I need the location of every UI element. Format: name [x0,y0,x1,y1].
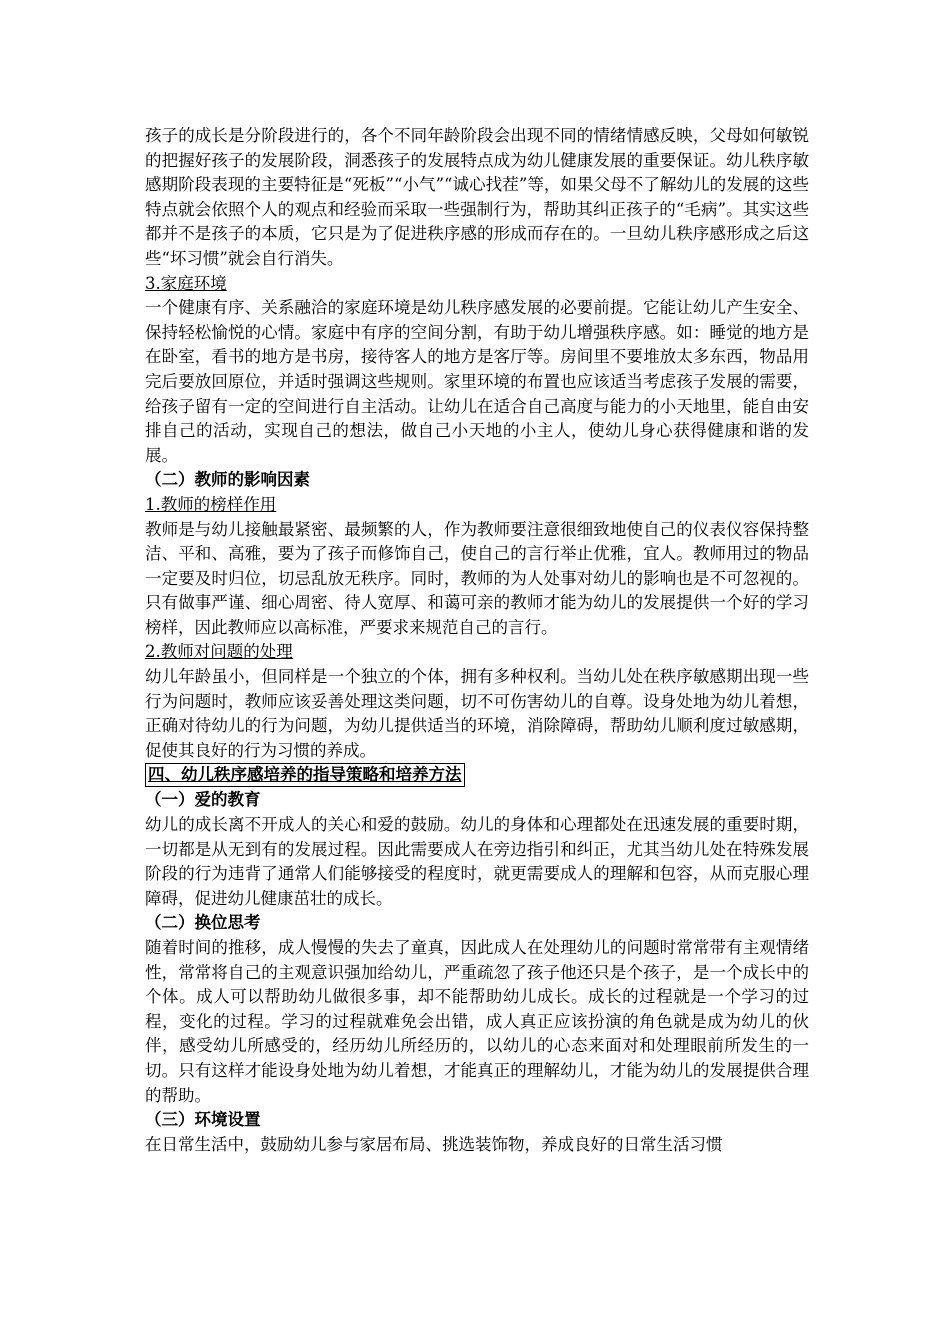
heading-family-environment: 3.家庭环境 [145,273,227,293]
heading-teacher-role-model: 1.教师的榜样作用 [145,494,277,514]
heading-teacher-factors: （二）教师的影响因素 [145,470,310,490]
paragraph-teacher-problem-handling: 幼儿年龄虽小，但同样是一个独立的个体，拥有多种权利。当幼儿处在秩序敏感期出现一些行为问题时，教师应该妥善处理这类问题，切不可伤害幼儿的自尊。设身处地为幼儿着想，正确对待幼儿的行为问题，为幼儿提供适当的环境，消除障碍，帮助幼儿顺利度过敏感期，促使其良好的行为习惯的养成。 [145,667,809,760]
heading-empathy: （二）换位思考 [145,913,261,933]
paragraph-love-education: 幼儿的成长离不开成人的关心和爱的鼓励。幼儿的身体和心理都处在迅速发展的重要时期，一切都是从无到有的发展过程。因此需要成人在旁边指引和纠正，尤其当幼儿处在特殊发展阶段的行为违背了通常人们能够接受的程度时，就更需要成人的理解和包容，从而克服心理障碍，促进幼儿健康茁壮的成长。 [145,815,809,908]
paragraph-empathy: 随着时间的推移，成人慢慢的失去了童真，因此成人在处理幼儿的问题时常常带有主观情绪性，常常将自己的主观意识强加给幼儿，严重疏忽了孩子他还只是个孩子，是一个成长中的个体。成人可以帮助幼儿做很多事，却不能帮助幼儿成长。成长的过程就是一个学习的过程，变化的过程。学习的过程就难免会出错，成人真正应该扮演的角色就是成为幼儿的伙伴，感受幼儿所感受的，经历幼儿所经历的，以幼儿的心态来面对和处理眼前所发生的一切。只有这样才能设身处地为幼儿着想，才能真正的理解幼儿，才能为幼儿的发展提供合理的帮助。 [145,938,809,1105]
paragraph-family-environment: 一个健康有序、关系融洽的家庭环境是幼儿秩序感发展的必要前提。它能让幼儿产生安全、保持轻松愉悦的心情。家庭中有序的空间分割，有助于幼儿增强秩序感。如：睡觉的地方是在卧室，看书的地方是书房，接待客人的地方是客厅等。房间里不要堆放太多东西，物品用完后要放回原位，并适时强调这些规则。家里环境的布置也应该适当考虑孩子发展的需要，给孩子留有一定的空间进行自主活动。让幼儿在适合自己高度与能力的小天地里，能自由安排自己的活动，实现自己的想法，做自己小天地的小主人，使幼儿身心获得健康和谐的发展。 [145,298,809,465]
paragraph-growth-stages: 孩子的成长是分阶段进行的，各个不同年龄阶段会出现不同的情绪情感反映，父母如何敏锐的把握好孩子的发展阶段，洞悉孩子的发展特点成为幼儿健康发展的重要保证。幼儿秩序敏感期阶段表现的主要特征是“死板”“小气”“诚心找茬”等，如果父母不了解幼儿的发展的这些特点就会依照个人的观点和经验而采取一些强制行为，帮助其纠正孩子的“毛病”。其实这些都并不是孩子的本质，它只是为了促进秩序感的形成而存在的。一旦幼儿秩序感形成之后这些“坏习惯”就会自行消失。 [145,126,809,268]
heading-environment-setup: （三）环境设置 [145,1110,261,1130]
paragraph-environment-setup: 在日常生活中，鼓励幼儿参与家居布局、挑选装饰物，养成良好的日常生活习惯 [145,1134,723,1154]
heading-love-education: （一）爱的教育 [145,790,261,810]
document-page [145,124,809,1157]
heading-section-four: 四、幼儿秩序感培养的指导策略和培养方法 [145,763,465,787]
paragraph-teacher-role-model: 教师是与幼儿接触最紧密、最频繁的人，作为教师要注意很细致地使自己的仪表仪容保持整洁、平和、高雅，要为了孩子而修饰自己，使自己的言行举止优雅，宜人。教师用过的物品一定要及时归位，切忌乱放无秩序。同时，教师的为人处事对幼儿的影响也是不可忽视的。只有做事严谨、细心周密、待人宽厚、和蔼可亲的教师才能为幼儿的发展提供一个好的学习榜样，因此教师应以高标准，严要求来规范自己的言行。 [145,519,809,637]
heading-teacher-problem-handling: 2.教师对问题的处理 [145,642,293,662]
